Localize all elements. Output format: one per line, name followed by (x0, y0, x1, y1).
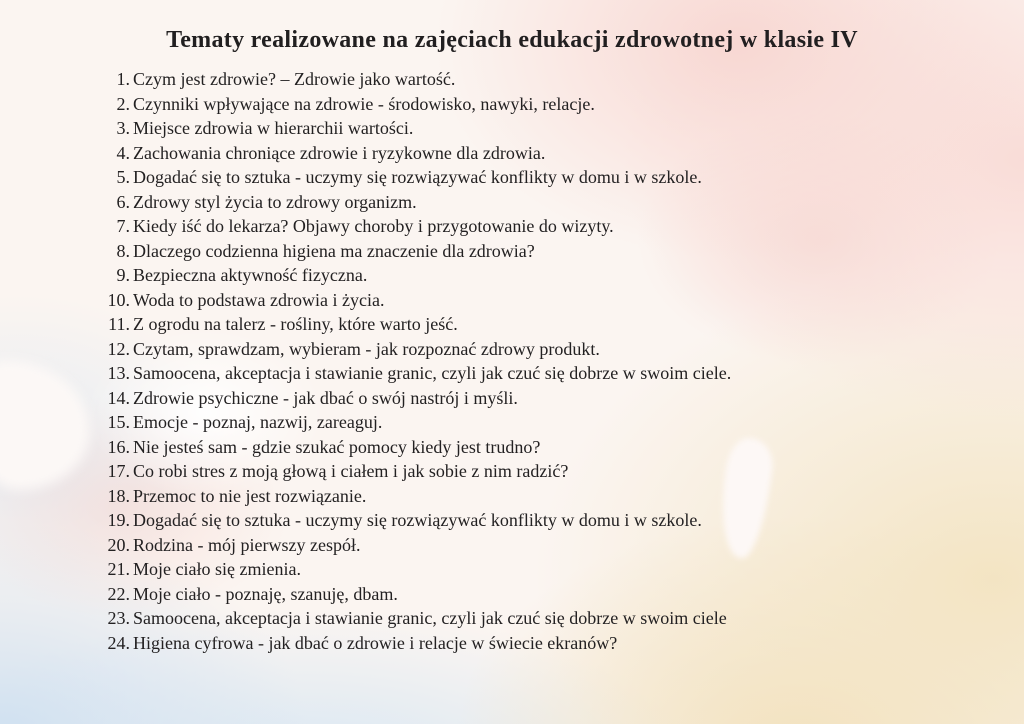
list-item-number: 11. (108, 314, 130, 334)
list-item-number: 15. (107, 412, 130, 432)
list-item (96, 361, 946, 386)
list-item-text: Kiedy iść do lekarza? Objawy choroby i przygotowanie do wizyty. (133, 216, 614, 236)
list-item-text: Dlaczego codzienna higiena ma znaczenie dla zdrowia? (133, 240, 535, 261)
list-item-number: 6. (116, 191, 130, 212)
list-item-text: Woda to podstawa zdrowia i życia. (133, 289, 385, 310)
list-item (96, 116, 946, 141)
list-item-text: Bezpieczna aktywność fizyczna. (133, 265, 368, 285)
list-item-number: 19. (107, 510, 130, 530)
list-item-number: 5. (116, 167, 130, 187)
list-item-number: 2. (116, 93, 130, 114)
list-item (96, 631, 946, 656)
list-item-text: Czytam, sprawdzam, wybieram - jak rozpoznać zdrowy produkt. (133, 338, 600, 359)
list-item-number: 10. (107, 289, 130, 310)
list-item-text: Czynniki wpływające na zdrowie - środowisko, nawyki, relacje. (133, 93, 595, 114)
list-item-text: Samoocena, akceptacja i stawianie granic, czyli jak czuć się dobrze w swoim ciele. (133, 363, 732, 383)
list-item-number: 12. (107, 338, 130, 359)
list-item (96, 67, 946, 92)
list-item-text: Nie jesteś sam - gdzie szukać pomocy kiedy jest trudno? (133, 436, 541, 457)
list-item-text: Miejsce zdrowia w hierarchii wartości. (133, 118, 414, 138)
list-item-number: 7. (116, 216, 130, 236)
list-item-text: Samoocena, akceptacja i stawianie granic, czyli jak czuć się dobrze w swoim ciele (133, 608, 727, 628)
list-item-number: 21. (107, 559, 130, 579)
list-item-text: Moje ciało - poznaję, szanuję, dbam. (133, 583, 398, 604)
list-item-number: 24. (107, 632, 130, 653)
list-item (96, 508, 946, 533)
list-item (96, 533, 946, 558)
list-item-number: 23. (107, 608, 130, 628)
list-item-number: 20. (107, 534, 130, 555)
list-item (96, 312, 946, 337)
watercolor-white-gap (0, 360, 90, 490)
list-item-text: Dogadać się to sztuka - uczymy się rozwiązywać konflikty w domu i w szkole. (133, 510, 702, 530)
list-item-text: Dogadać się to sztuka - uczymy się rozwiązywać konflikty w domu i w szkole. (133, 167, 702, 187)
list-item (96, 606, 946, 631)
list-item (96, 459, 946, 484)
list-item-number: 3. (116, 118, 130, 138)
list-item (96, 190, 946, 215)
list-item (96, 386, 946, 411)
list-item-text: Co robi stres z moją głową i ciałem i jak sobie z nim radzić? (133, 461, 569, 481)
list-item (96, 263, 946, 288)
list-item-number: 14. (107, 387, 130, 408)
list-item-text: Zdrowie psychiczne - jak dbać o swój nastrój i myśli. (133, 387, 518, 408)
list-item (96, 214, 946, 239)
list-item-number: 22. (107, 583, 130, 604)
list-item (96, 92, 946, 117)
list-item-number: 4. (116, 142, 130, 163)
list-item-number: 13. (107, 363, 130, 383)
list-item-text: Higiena cyfrowa - jak dbać o zdrowie i relacje w świecie ekranów? (133, 632, 618, 653)
list-item (96, 239, 946, 264)
list-item-text: Emocje - poznaj, nazwij, zareaguj. (133, 412, 383, 432)
list-item-number: 8. (116, 240, 130, 261)
list-item (96, 288, 946, 313)
list-item-number: 17. (107, 461, 130, 481)
list-item (96, 484, 946, 509)
list-item-number: 9. (116, 265, 130, 285)
list-item-text: Zachowania chroniące zdrowie i ryzykowne dla zdrowia. (133, 142, 546, 163)
list-item-number: 1. (116, 69, 130, 89)
list-item (96, 435, 946, 460)
list-item (96, 582, 946, 607)
list-item-text: Zdrowy styl życia to zdrowy organizm. (133, 191, 417, 212)
list-item-text: Czym jest zdrowie? – Zdrowie jako wartość. (133, 69, 456, 89)
list-item (96, 141, 946, 166)
list-item-text: Z ogrodu na talerz - rośliny, które warto jeść. (133, 314, 458, 334)
list-item (96, 410, 946, 435)
page-title: Tematy realizowane na zajęciach edukacji zdrowotnej w klasie IV (166, 27, 858, 53)
list-item (96, 557, 946, 582)
list-item (96, 165, 946, 190)
list-item-text: Moje ciało się zmienia. (133, 559, 301, 579)
topics-list (96, 67, 946, 655)
list-item-text: Rodzina - mój pierwszy zespół. (133, 534, 361, 555)
list-item (96, 337, 946, 362)
list-item-number: 18. (107, 485, 130, 506)
list-item-text: Przemoc to nie jest rozwiązanie. (133, 485, 367, 506)
list-item-number: 16. (107, 436, 130, 457)
